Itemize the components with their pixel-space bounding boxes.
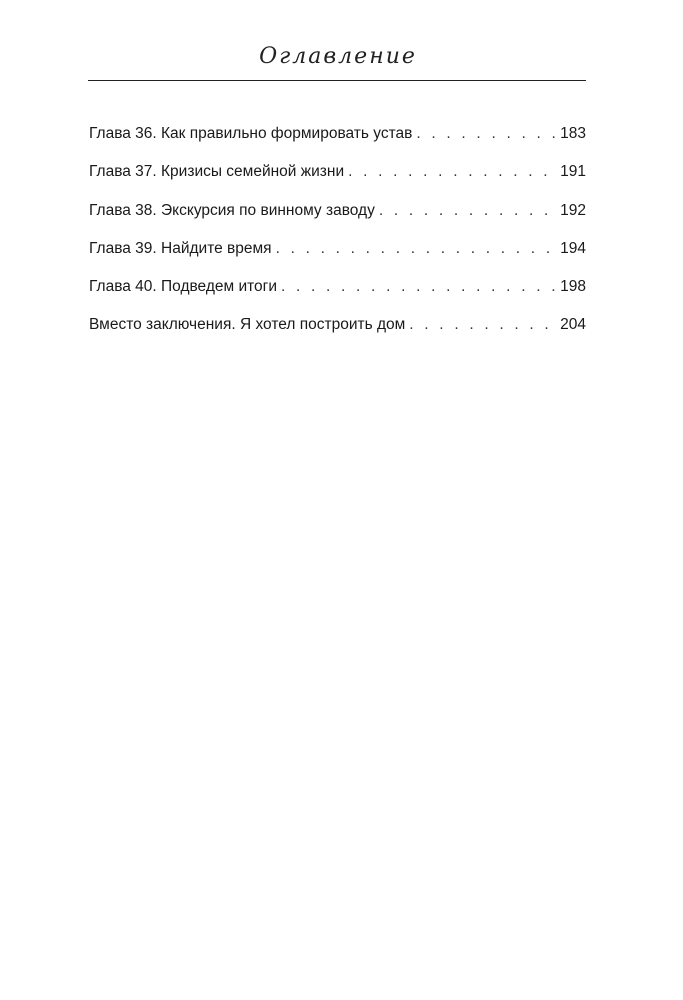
toc-page-number: 204 [560, 316, 586, 334]
toc-entry [89, 124, 586, 162]
toc-entry-title: Глава 39. Найдите время [89, 239, 272, 257]
toc-page-number: 194 [560, 239, 586, 257]
toc-entry-title: Глава 38. Экскурсия по винному заводу [89, 201, 375, 219]
toc-dot-leader [281, 277, 559, 297]
toc-dot-leader [348, 162, 559, 182]
toc-page-number: 198 [560, 278, 586, 296]
toc-dot-leader [276, 239, 560, 259]
toc-entry [89, 201, 586, 239]
toc-entry [89, 277, 586, 315]
running-head-title: Оглавление [259, 44, 417, 69]
toc-entry-title: Глава 40. Подведем итоги [89, 278, 277, 296]
table-of-contents [89, 124, 586, 354]
toc-entry [89, 315, 586, 353]
header-rule [88, 80, 586, 81]
toc-dot-leader [379, 201, 559, 221]
toc-page-number: 192 [560, 201, 586, 219]
toc-entry [89, 239, 586, 277]
toc-dot-leader [409, 315, 559, 335]
toc-dot-leader [416, 124, 559, 144]
toc-entry-title: Вместо заключения. Я хотел построить дом [89, 316, 406, 334]
toc-entry [89, 162, 586, 200]
toc-entry-title: Глава 36. Как правильно формировать устав [89, 125, 413, 142]
toc-page-number: 183 [560, 125, 586, 142]
toc-entry-title: Глава 37. Кризисы семейной жизни [89, 163, 345, 181]
toc-page-number: 191 [560, 163, 586, 181]
